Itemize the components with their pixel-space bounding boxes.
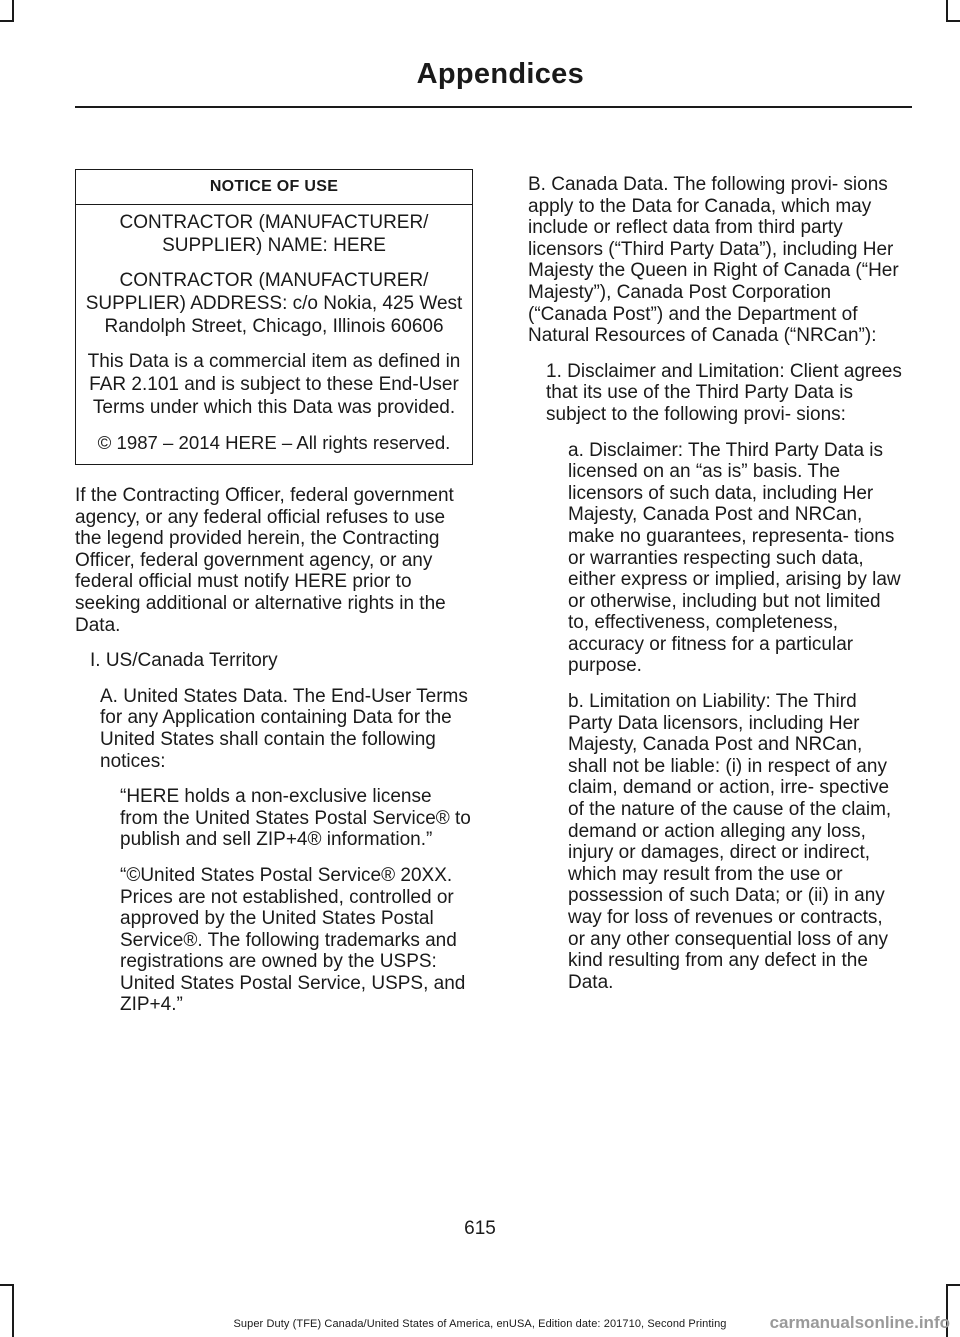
crop-mark-top-left-v [12,0,14,22]
paragraph-disclaimer: a. Disclaimer: The Third Party Data is licensed on an “as is” basis. The licensors of such data, including Her Majesty, Canada Post and NRCan, make no guarantees, representa- tions or warranties respecting such data, either express or implied, arising by law or otherwise, including but not limited to, effectiveness, completeness, accuracy or fitness for a particular purpose. [568,439,901,677]
crop-mark-top-left-h [0,20,14,22]
notice-heading: NOTICE OF USE [76,170,472,205]
crop-mark-top-right-v [946,0,948,22]
paragraph-contracting-officer: If the Contracting Officer, federal government agency, or any federal official refuses to use the legend provided herein, the Contracting Officer, federal government agency, or any federal official must notify HERE prior to seeking additional or alternative rights in the Data. [75,485,454,636]
paragraph-disclaimer-and-limitation: 1. Disclaimer and Limitation: Client agrees that its use of the Third Party Data is subject to the following provi- sions: [546,360,902,425]
watermark: carmanualsonline.info [769,1313,950,1332]
notice-copyright: © 1987 – 2014 HERE – All rights reserved. [97,432,451,453]
edition-footer: Super Duty (TFE) Canada/United States of America, enUSA, Edition date: 201710, Second Printing [233,1318,727,1330]
paragraph-united-states-data: A. United States Data. The End-User Terms for any Application containing Data for the United States shall contain the following notices: [100,685,468,772]
notice-commercial-item: This Data is a commercial item as defined in FAR 2.101 and is subject to these End-User Terms under which this Data was provided. [87,351,461,418]
crop-mark-bottom-left-h [0,1284,14,1286]
page-title: Appendices [416,58,584,90]
notice-contractor-address: CONTRACTOR (MANUFACTURER/ SUPPLIER) ADDRESS: c/o Nokia, 425 West Randolph Street, Chicago, Illinois 60606 [85,270,463,337]
paragraph-limitation-on-liability: b. Limitation on Liability: The Third Party Data licensors, including Her Majesty, Canada Post and NRCan, shall not be liable: (i) in respect of any claim, demand or action, irre- spective of the nature of the cause of the claim, demand or action alleging any loss, injury or damages, direct or indirect, which may result from the use or possession of such Data; or (ii) in any way for loss of revenues or contracts, or any other consequential loss of any kind resulting from any defect in the Data. [568,691,892,993]
crop-mark-bottom-right-h [946,1284,960,1286]
page-number: 615 [464,1218,496,1239]
notice-contractor-name: CONTRACTOR (MANUFACTURER/ SUPPLIER) NAME: HERE [119,212,429,256]
crop-mark-top-right-h [946,20,960,22]
notice-body [76,205,472,464]
quote-zip4-license: “HERE holds a non-exclusive license from the United States Postal Service® to publish and sell ZIP+4® information.” [120,786,471,851]
section-heading-us-canada-territory: I. US/Canada Territory [90,650,278,672]
notice-of-use-box [75,169,473,465]
quote-usps-trademarks: “©United States Postal Service® 20XX. Prices are not established, controlled or approved by the United States Postal Service®. The following trademarks and registrations are owned by the USPS: United States Postal Service, USPS, and ZIP+4.” [120,864,466,1016]
right-column [528,174,904,1007]
paragraph-canada-data: B. Canada Data. The following provi- sions apply to the Data for Canada, which may include or reflect data from third party licensors (“Third Party Data”), including Her Majesty the Queen in Right of Canada (“Her Majesty”), Canada Post Corporation (“Canada Post”) and the Department of Natural Resources of Canada (“NRCan”): [528,174,899,347]
header-divider [75,106,912,108]
left-column [75,169,473,1030]
